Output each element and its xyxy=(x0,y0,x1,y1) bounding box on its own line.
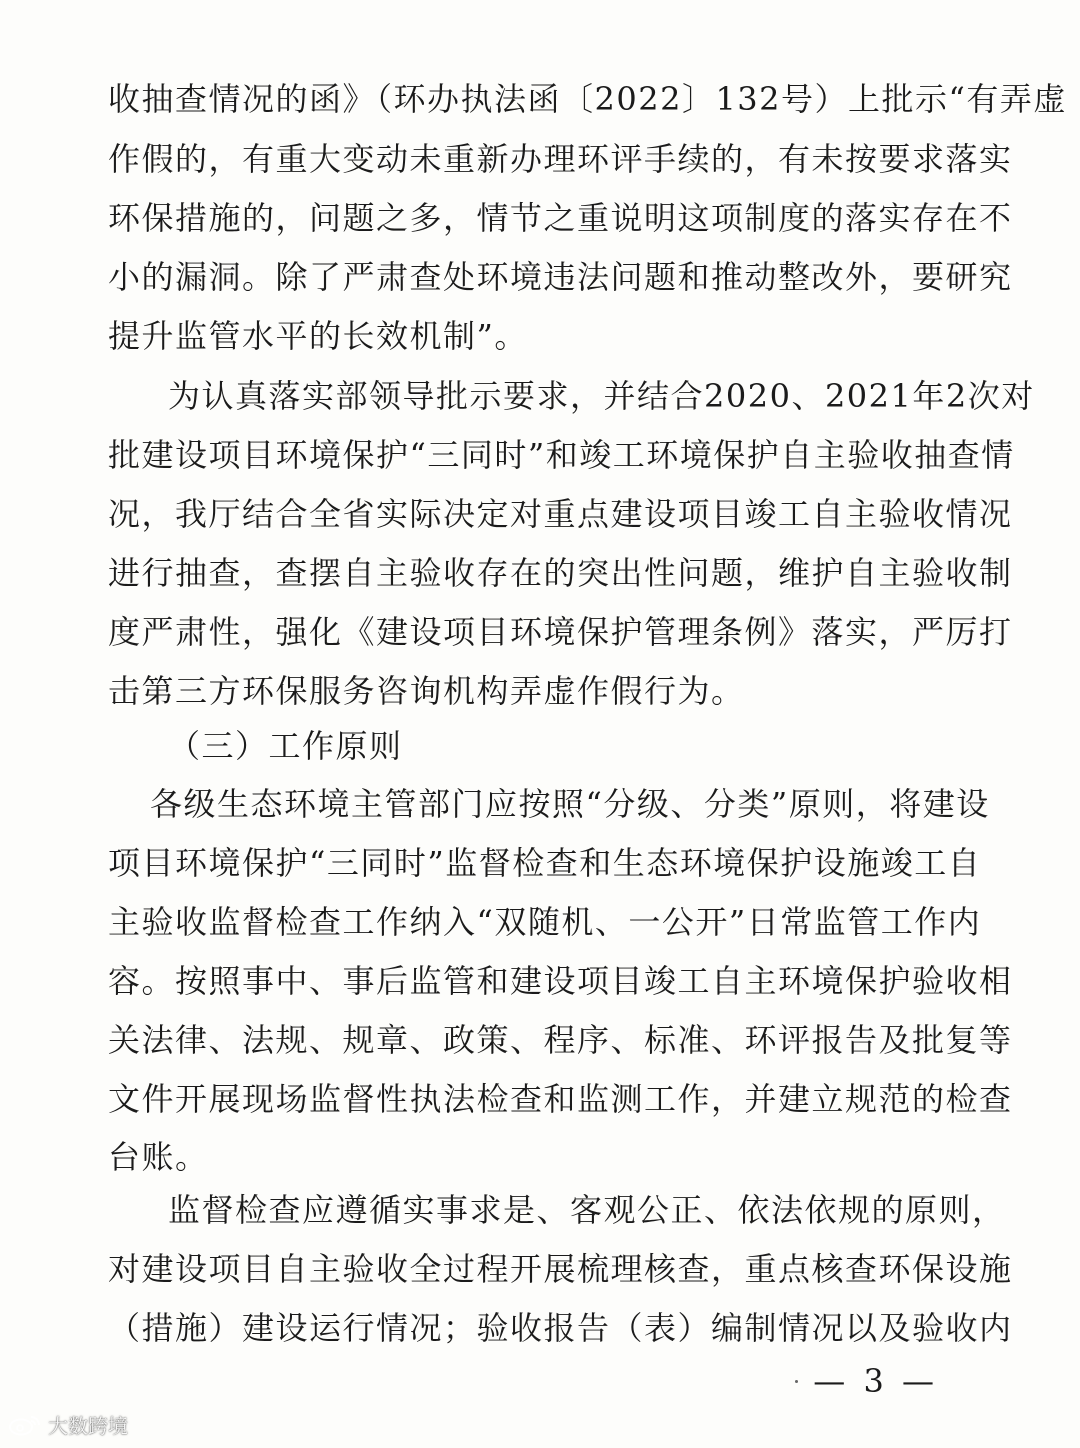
text-line: 台账。 xyxy=(108,1138,209,1176)
text-line: 关法律、法规、规章、政策、程序、标准、环评报告及批复等 xyxy=(108,1021,1013,1059)
text-line: 文件开展现场监督性执法检查和监测工作，并建立规范的检查 xyxy=(108,1080,1013,1118)
text-line: 击第三方环保服务咨询机构弄虚作假行为。 xyxy=(108,672,745,710)
watermark xyxy=(8,1410,128,1439)
scan-speck xyxy=(795,1380,798,1383)
paragraph-first-line: 为认真落实部领导批示要求，并结合2020、2021年2次对 xyxy=(168,377,1035,415)
text-line: 对建设项目自主验收全过程开展梳理核查，重点核查环保设施 xyxy=(108,1250,1013,1288)
text-line: 容。按照事中、事后监管和建设项目竣工自主环境保护验收相 xyxy=(108,962,1013,1000)
page-number: — 3 — xyxy=(813,1362,938,1400)
text-line: 提升监管水平的长效机制”。 xyxy=(108,317,528,355)
weibo-logo-icon xyxy=(8,1414,42,1436)
text-line: 收抽查情况的函》（环办执法函〔2022〕132号）上批示“有弄虚 xyxy=(108,80,1067,118)
text-line: 主验收监督检查工作纳入“双随机、一公开”日常监管工作内 xyxy=(108,903,982,941)
text-line: 批建设项目环境保护“三同时”和竣工环境保护自主验收抽查情 xyxy=(108,436,1015,474)
text-line: 度严肃性，强化《建设项目环境保护管理条例》落实，严厉打 xyxy=(108,613,1013,651)
text-line: 作假的，有重大变动未重新办理环评手续的，有未按要求落实 xyxy=(108,140,1013,178)
watermark-text: 大数跨境 xyxy=(48,1414,128,1438)
text-line: 小的漏洞。除了严肃查处环境违法问题和推动整改外，要研究 xyxy=(108,258,1013,296)
text-line: 况，我厅结合全省实际决定对重点建设项目竣工自主验收情况 xyxy=(108,495,1013,533)
text-line: 环保措施的，问题之多，情节之重说明这项制度的落实存在不 xyxy=(108,199,1013,237)
paragraph-first-line: 各级生态环境主管部门应按照“分级、分类”原则，将建设 xyxy=(150,785,990,823)
text-line: （措施）建设运行情况；验收报告（表）编制情况以及验收内 xyxy=(108,1309,1013,1347)
text-line: 进行抽查，查摆自主验收存在的突出性问题，维护自主验收制 xyxy=(108,554,1013,592)
paragraph-first-line: 监督检查应遵循实事求是、客观公正、依法依规的原则， xyxy=(168,1191,1006,1229)
text-line: 项目环境保护“三同时”监督检查和生态环境保护设施竣工自 xyxy=(108,844,982,882)
section-heading: （三）工作原则 xyxy=(168,727,403,765)
